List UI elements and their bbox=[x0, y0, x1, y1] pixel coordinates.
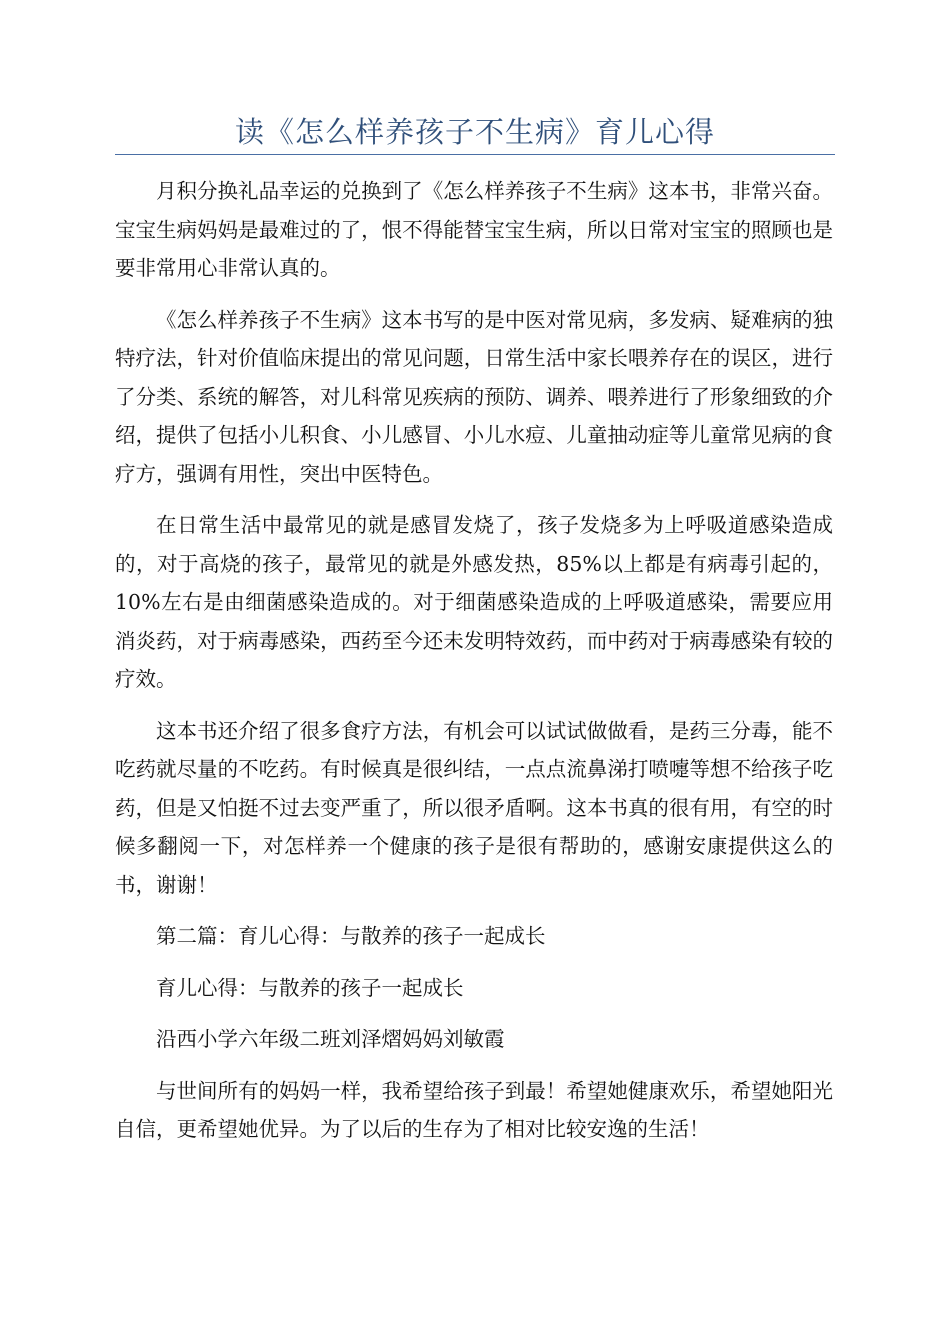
document-title: 读《怎么样养孩子不生病》育儿心得 bbox=[234, 115, 715, 149]
paragraph-section-heading: 第二篇：育儿心得：与散养的孩子一起成长 bbox=[156, 924, 546, 948]
paragraph-intro: 月积分换礼品幸运的兑换到了《怎么样养孩子不生病》这本书，非常兴奋。宝宝生病妈妈是最难过的了，恨不得能替宝宝生病，所以日常对宝宝的照顾也是要非常用心非常认真的。 bbox=[115, 179, 833, 280]
paragraph-fever: 在日常生活中最常见的就是感冒发烧了，孩子发烧多为上呼吸道感染造成的，对于高烧的孩子，最常见的就是外感发热，85%以上都是有病毒引起的，10%左右是由细菌感染造成的。对于细菌感染造成的上呼吸道感染，需要应用消炎药，对于病毒感染，西药至今还未发明特效药，而中药对于病毒感染有较的疗效。 bbox=[115, 513, 833, 691]
paragraph-author: 沿西小学六年级二班刘泽熠妈妈刘敏霞 bbox=[156, 1027, 505, 1051]
document-body bbox=[115, 172, 833, 1162]
paragraph-book-summary: 《怎么样养孩子不生病》这本书写的是中医对常见病，多发病、疑难病的独特疗法，针对价值临床提出的常见问题，日常生活中家长喂养存在的误区，进行了分类、系统的解答，对儿科常见疾病的预防、调养、喂养进行了形象细致的介绍，提供了包括小儿积食、小儿感冒、小儿水痘、儿童抽动症等儿童常见病的食疗方，强调有用性，突出中医特色。 bbox=[115, 307, 833, 486]
paragraph-diet-therapy: 这本书还介绍了很多食疗方法，有机会可以试试做做看，是药三分毒，能不吃药就尽量的不吃药。有时候真是很纠结，一点点流鼻涕打喷嚏等想不给孩子吃药，但是又怕挺不过去变严重了，所以很矛盾啊。这本书真的很有用，有空的时候多翻阅一下，对怎样养一个健康的孩子是很有帮助的，感谢安康提供这么的书，谢谢！ bbox=[115, 718, 833, 897]
paragraph-subtitle: 育儿心得：与散养的孩子一起成长 bbox=[156, 975, 464, 1000]
title-underline bbox=[115, 154, 835, 155]
paragraph-second-article: 与世间所有的妈妈一样，我希望给孩子到最！希望她健康欢乐，希望她阳光自信，更希望她优异。为了以后的生存为了相对比较安逸的生活！ bbox=[115, 1078, 833, 1141]
